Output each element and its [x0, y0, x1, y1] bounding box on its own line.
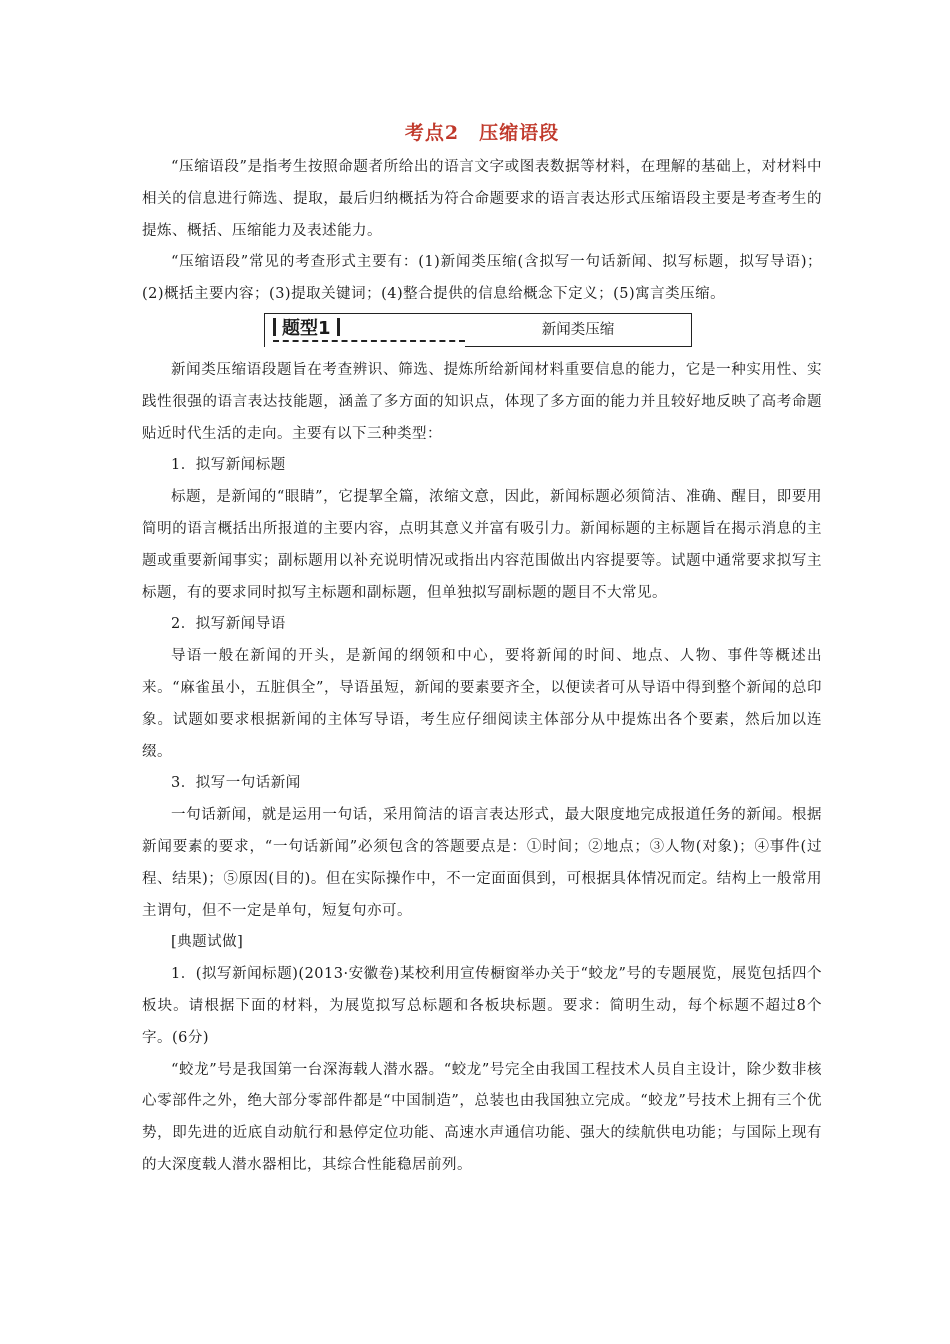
section-heading-headline: 1．拟写新闻标题 [171, 457, 286, 474]
page-title: 考点2 压缩语段 [404, 122, 560, 144]
section-body-headline: 标题，是新闻的“眼睛”，它提挈全篇，浓缩文意，因此，新闻标题必须简洁、准确、醒目，即要用简明的语言概括出所报道的主要内容，点明其意义并富有吸引力。新闻标题的主标题旨在揭示消息的主题或重要新闻事实；副标题用以补充说明情况或指出内容范围做出内容提要等。试题中通常要求拟写主标题，有的要求同时拟写主标题和副标题，但单独拟写副标题的题目不大常见。 [142, 489, 822, 601]
section-heading-lead: 2．拟写新闻导语 [171, 616, 286, 633]
section-heading-one-sentence: 3．拟写一句话新闻 [171, 775, 301, 792]
question-type-name: 新闻类压缩 [541, 321, 615, 338]
material-text: “蛟龙”号是我国第一台深海载人潜水器。“蛟龙”号完全由我国工程技术人员自主设计，除少数非核心零部件之外，绝大部分零部件都是“中国制造”，总装也由我国独立完成。“蛟龙”号技术上拥有三个优势，即先进的近底自动航行和悬停定位功能、高速水声通信功能、强大的续航供电功能；与国际上现有的大深度载人潜水器相比，其综合性能稳居前列。 [142, 1061, 822, 1173]
question-text: 1．(拟写新闻标题)(2013·安徽卷)某校利用宣传橱窗举办关于“蛟龙”号的专题展览，展览包括四个板块。请根据下面的材料，为展览拟写总标题和各板块标题。要求：简明生动，每个标题不超过8个字。(6分) [142, 966, 822, 1046]
dashed-underline [273, 340, 465, 342]
tag-bar-icon [337, 318, 340, 336]
question-type-label: 题型1 [282, 317, 331, 339]
tag-bar-icon [273, 318, 276, 336]
example-label: [典题试做] [171, 934, 244, 951]
document-page [142, 118, 822, 1182]
overview-paragraph: 新闻类压缩语段题旨在考查辨识、筛选、提炼所给新闻材料重要信息的能力，它是一种实用性、实践性很强的语言表达技能题，涵盖了多方面的知识点，体现了多方面的能力并且较好地反映了高考命题贴近时代生活的走向。主要有以下三种类型： [142, 361, 822, 442]
question-type-tag [265, 314, 465, 348]
section-body-one-sentence: 一句话新闻，就是运用一句话，采用简洁的语言表达形式，最大限度地完成报道任务的新闻。根据新闻要素的要求，“一句话新闻”必须包含的答题要点是：①时间；②地点；③人物(对象)；④事件(过程、结果)；⑤原因(目的)。但在实际操作中，不一定面面俱到，可根据具体情况而定。结构上一般常用主谓句，但不一定是单句，短复句亦可。 [142, 807, 822, 919]
question-type-banner [264, 313, 692, 347]
intro-paragraph-2: “压缩语段”常见的考查形式主要有：(1)新闻类压缩(含拟写一句话新闻、拟写标题，拟写导语)；(2)概括主要内容；(3)提取关键词；(4)整合提供的信息给概念下定义；(5)寓言类压缩。 [142, 254, 822, 303]
section-body-lead: 导语一般在新闻的开头，是新闻的纲领和中心，要将新闻的时间、地点、人物、事件等概述出来。“麻雀虽小，五脏俱全”，导语虽短，新闻的要素要齐全，以便读者可从导语中得到整个新闻的总印象。试题如要求根据新闻的主体写导语，考生应仔细阅读主体部分从中提炼出各个要素，然后加以连缀。 [142, 648, 822, 760]
intro-paragraph-1: “压缩语段”是指考生按照命题者所给出的语言文字或图表数据等材料，在理解的基础上，对材料中相关的信息进行筛选、提取，最后归纳概括为符合命题要求的语言表达形式压缩语段主要是考查考生的提炼、概括、压缩能力及表述能力。 [142, 159, 822, 239]
